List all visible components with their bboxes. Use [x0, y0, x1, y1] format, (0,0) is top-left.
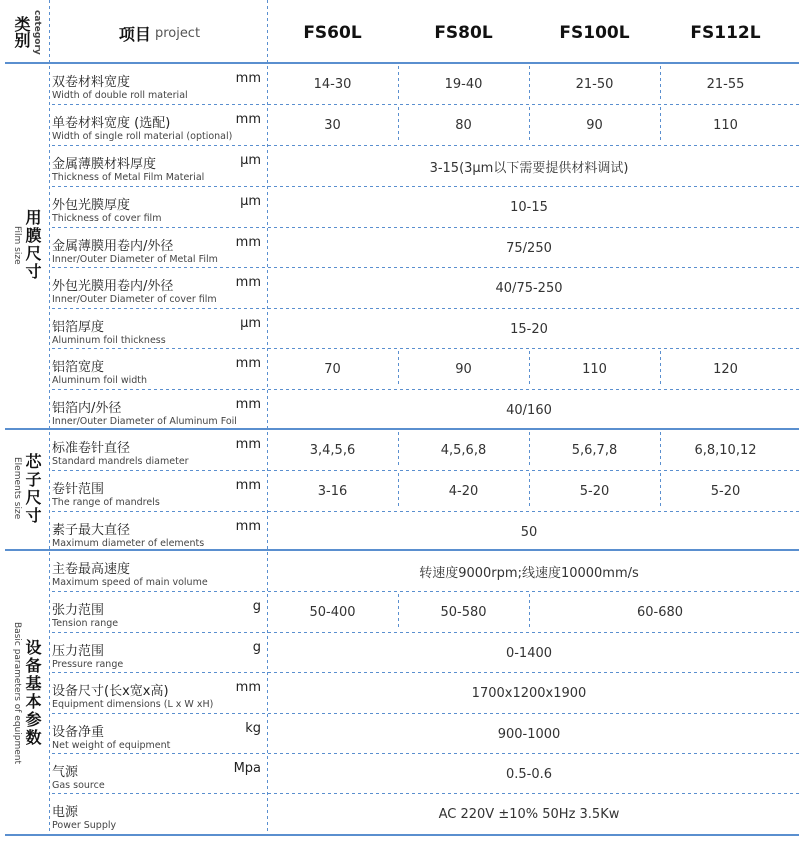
- row-unit: mm: [235, 680, 261, 695]
- value-cell: 21-50: [575, 76, 614, 92]
- row-label: [52, 228, 267, 268]
- value-cell: 10-15: [510, 199, 548, 215]
- header-item: [52, 6, 267, 60]
- value-cell: 14-30: [313, 76, 352, 92]
- value-cell: 40/75-250: [495, 280, 563, 296]
- value-cell: 110: [582, 361, 607, 377]
- value-cell: 3-16: [317, 483, 348, 499]
- section-equipment-en: Basic parameters of equipment: [12, 622, 22, 764]
- spec-table: [5, 0, 799, 843]
- row-unit: g: [252, 640, 261, 655]
- row-unit: mm: [235, 519, 261, 534]
- section-film-size: [5, 64, 49, 426]
- value-cell: 5,6,7,8: [571, 442, 618, 458]
- row-label-zh: 外包光膜用卷内/外径: [52, 279, 174, 294]
- row-unit: mm: [235, 478, 261, 493]
- row-unit: kg: [245, 721, 261, 736]
- row-label-zh: 电源: [52, 805, 79, 820]
- row-label-en: Maximum diameter of elements: [52, 538, 205, 549]
- header-item-en: project: [154, 25, 201, 41]
- header-model-fs100l: FS100L: [559, 23, 630, 43]
- value-cell: 21-55: [706, 76, 745, 92]
- value-cell: 40/160: [506, 402, 552, 418]
- value-cell: 15-20: [510, 321, 548, 337]
- row-label-en: Thickness of Metal Film Material: [52, 172, 205, 183]
- row-label-zh: 铝箔厚度: [52, 320, 105, 335]
- row-label: [52, 390, 267, 430]
- header-category: [5, 4, 49, 60]
- table-bottom-line: [5, 834, 799, 836]
- row-label-en: Thickness of cover film: [52, 213, 162, 224]
- section-elements-size-en: Elements size: [12, 457, 22, 520]
- header-category-zh: 类别: [12, 16, 31, 48]
- row-unit: mm: [235, 71, 261, 86]
- row-label: [52, 349, 267, 389]
- value-cell: 5-20: [710, 483, 741, 499]
- section-film-size-zh: 用膜尺寸: [23, 209, 42, 281]
- row-label-en: The range of mandrels: [52, 497, 160, 508]
- row-label: [52, 754, 267, 794]
- row-label-en: Maximum speed of main volume: [52, 577, 208, 588]
- row-label: [52, 471, 267, 511]
- row-label-en: Width of single roll material (optional): [52, 131, 233, 142]
- row-label-zh: 铝箔宽度: [52, 360, 105, 375]
- section-elements-size: [5, 430, 49, 547]
- value-cell: 5-20: [579, 483, 610, 499]
- value-cell: 90: [586, 117, 603, 133]
- row-unit: mm: [235, 235, 261, 250]
- row-unit: Mpa: [233, 761, 261, 776]
- row-unit: μm: [240, 153, 261, 168]
- row-label: [52, 430, 267, 470]
- row-label-en: Power Supply: [52, 820, 117, 831]
- value-cell: 110: [713, 117, 738, 133]
- row-unit: mm: [235, 356, 261, 371]
- row-unit: μm: [240, 316, 261, 331]
- value-cell: 90: [455, 361, 472, 377]
- section-equipment-zh: 设备基本参数: [23, 639, 42, 747]
- col-divider-cat: [49, 0, 50, 835]
- header-model-fs112l: FS112L: [690, 23, 761, 43]
- row-unit: mm: [235, 397, 261, 412]
- value-cell: 30: [324, 117, 341, 133]
- section-equipment: [5, 551, 49, 835]
- row-label-zh: 外包光膜厚度: [52, 198, 131, 213]
- row-label: [52, 673, 267, 713]
- row-unit: mm: [235, 275, 261, 290]
- row-label-en: Gas source: [52, 780, 105, 791]
- row-unit: mm: [235, 112, 261, 127]
- value-cell: 120: [713, 361, 738, 377]
- header-model-fs80l: FS80L: [434, 23, 493, 43]
- value-cell: 0.5-0.6: [505, 766, 553, 782]
- value-cell: 0-1400: [505, 645, 553, 661]
- value-cell: 1700x1200x1900: [471, 685, 587, 701]
- row-label: [52, 512, 267, 552]
- row-label-zh: 设备净重: [52, 725, 105, 740]
- row-label: [52, 714, 267, 754]
- row-label-zh: 压力范围: [52, 644, 105, 659]
- row-label-zh: 张力范围: [52, 603, 105, 618]
- section-divider-2: [5, 549, 799, 551]
- row-label: [52, 146, 267, 186]
- row-label-en: Tension range: [52, 618, 119, 629]
- row-label-zh: 气源: [52, 765, 79, 780]
- value-cell: 19-40: [444, 76, 483, 92]
- row-label-en: Equipment dimensions (L x W xH): [52, 699, 214, 710]
- row-label: [52, 633, 267, 673]
- row-label-zh: 卷针范围: [52, 482, 105, 497]
- section-film-size-en: Film size: [12, 225, 22, 265]
- value-cell: 50-580: [440, 604, 487, 620]
- row-label-en: Inner/Outer Diameter of Metal Film: [52, 254, 218, 265]
- row-label-zh: 铝箔内/外径: [52, 401, 122, 416]
- value-cell: 80: [455, 117, 472, 133]
- section-elements-size-zh: 芯子尺寸: [23, 452, 42, 525]
- row-label-en: Net weight of equipment: [52, 740, 171, 751]
- row-label-zh: 金属薄膜用卷内/外径: [52, 239, 174, 254]
- row-label: [52, 794, 267, 834]
- row-label: [52, 592, 267, 632]
- row-label-zh: 素子最大直径: [52, 523, 131, 538]
- value-cell: 转速度9000rpm;线速度10000mm/s: [419, 565, 639, 581]
- row-label: [52, 187, 267, 227]
- row-label-en: Aluminum foil width: [52, 375, 148, 386]
- row-unit: mm: [235, 437, 261, 452]
- header-model-fs60l: FS60L: [303, 23, 362, 43]
- value-cell: 3,4,5,6: [309, 442, 356, 458]
- value-cell: 60-680: [636, 604, 684, 620]
- row-label: [52, 268, 267, 308]
- value-cell: 3-15(3μm以下需要提供材料调试): [429, 160, 629, 176]
- row-label: [52, 105, 267, 145]
- value-cell: AC 220V ±10% 50Hz 3.5Kw: [438, 806, 620, 822]
- row-label-en: Standard mandrels diameter: [52, 456, 189, 467]
- value-cell: 900-1000: [497, 726, 561, 742]
- row-label-en: Width of double roll material: [52, 90, 188, 101]
- row-label-zh: 双卷材料宽度: [52, 75, 131, 90]
- row-unit: μm: [240, 194, 261, 209]
- row-label: [52, 551, 267, 591]
- row-label-zh: 标准卷针直径: [52, 441, 131, 456]
- value-cell: 70: [324, 361, 341, 377]
- header-category-en: category: [32, 9, 42, 55]
- row-label-en: Aluminum foil thickness: [52, 335, 166, 346]
- row-label-zh: 设备尺寸(长x宽x高): [52, 684, 169, 699]
- row-label-zh: 金属薄膜材料厚度: [52, 157, 157, 172]
- value-cell: 75/250: [506, 240, 552, 256]
- value-cell: 6,8,10,12: [694, 442, 757, 458]
- row-unit: g: [252, 599, 261, 614]
- row-label-en: Inner/Outer Diameter of Aluminum Foil: [52, 416, 237, 427]
- row-label-zh: 主卷最高速度: [52, 562, 131, 577]
- row-label-en: Inner/Outer Diameter of cover film: [52, 294, 217, 305]
- row-label: [52, 309, 267, 349]
- col-divider-label: [267, 0, 268, 835]
- value-cell: 4,5,6,8: [440, 442, 487, 458]
- section-divider-1: [5, 428, 799, 430]
- value-cell: 50: [520, 524, 538, 540]
- value-cell: 50-400: [309, 604, 356, 620]
- row-label-en: Pressure range: [52, 659, 124, 670]
- row-label: [52, 64, 267, 104]
- header-bottom-line: [5, 62, 799, 64]
- row-label-zh: 单卷材料宽度 (选配): [52, 116, 171, 131]
- header-item-zh: 项目: [118, 24, 151, 44]
- value-cell: 4-20: [448, 483, 479, 499]
